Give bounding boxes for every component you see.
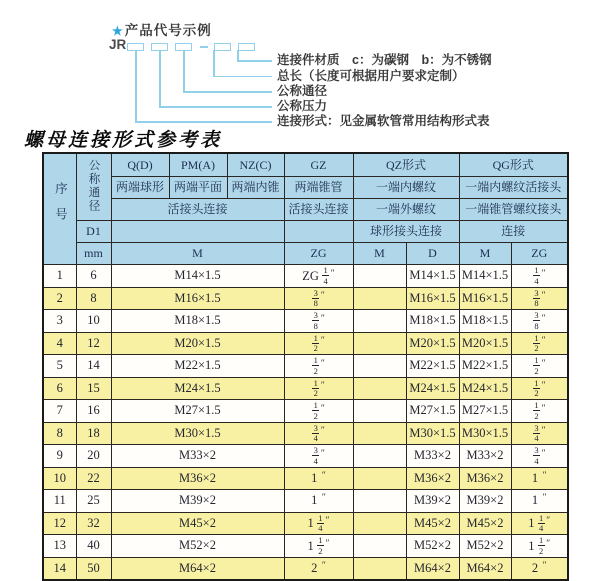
header-seq: 序号 — [43, 153, 76, 265]
cell-qz_m — [353, 332, 406, 355]
table-row — [43, 490, 568, 513]
cell-qg_m: M22×1.5 — [459, 355, 511, 378]
cell-zg: $\frac{3}{4}$ ″ — [284, 422, 353, 445]
cell-m: M16×1.5 — [111, 287, 284, 310]
cell-seq: 4 — [43, 332, 76, 355]
cell-qg_zg: $\frac{3}{8}$ ″ — [511, 310, 568, 333]
cell-m: M36×2 — [111, 467, 284, 490]
cell-qz_m — [353, 287, 406, 310]
cell-seq: 12 — [43, 512, 76, 535]
cell-qg_zg: $\frac{1}{4}$ ″ — [511, 265, 568, 288]
leader-vline — [237, 50, 239, 60]
table-row — [43, 332, 568, 355]
header-unit-qz-d: D — [406, 243, 459, 265]
leader-hline — [159, 106, 272, 108]
header-union-conn: 活接头连接 — [111, 199, 284, 221]
cell-qg_m: M16×1.5 — [459, 287, 511, 310]
cell-zg: $\frac{1}{2}$ ″ — [284, 355, 353, 378]
header-unit-m: M — [111, 243, 284, 265]
header-unit-qz-m: M — [353, 243, 406, 265]
cell-m: M24×1.5 — [111, 377, 284, 400]
leader-hline — [213, 76, 272, 78]
cell-qz_m — [353, 557, 406, 580]
cell-zg: $\frac{1}{2}$ ″ — [284, 332, 353, 355]
cell-qz_d: M45×2 — [406, 512, 459, 535]
cell-qg_m: M33×2 — [459, 445, 511, 468]
cell-qz_d: M18×1.5 — [406, 310, 459, 333]
cell-qz_d: M16×1.5 — [406, 287, 459, 310]
cell-qg_m: M27×1.5 — [459, 400, 511, 423]
code-dash — [200, 46, 208, 48]
header-qg-desc2: 一端锥管螺纹接头 — [459, 199, 568, 221]
table-row — [43, 467, 568, 490]
table-row — [43, 512, 568, 535]
cell-dn: 6 — [76, 265, 111, 288]
cell-dn: 25 — [76, 490, 111, 513]
cell-qz_d: M52×2 — [406, 535, 459, 558]
table-row — [43, 400, 568, 423]
cell-qz_d: M24×1.5 — [406, 377, 459, 400]
cell-zg: 1 ″ — [284, 490, 353, 513]
table-row — [43, 445, 568, 468]
cell-zg: $\frac{3}{8}$ ″ — [284, 287, 353, 310]
table-row — [43, 310, 568, 333]
table-row — [43, 355, 568, 378]
cell-qz_d: M30×1.5 — [406, 422, 459, 445]
header-qz-conn: 球形接头连接 — [353, 221, 459, 243]
cell-qg_zg: $\frac{1}{2}$ ″ — [511, 332, 568, 355]
cell-dn: 22 — [76, 467, 111, 490]
cell-qg_m: M30×1.5 — [459, 422, 511, 445]
cell-qz_m — [353, 377, 406, 400]
header-q: Q(D) — [111, 153, 169, 177]
cell-dn: 16 — [76, 400, 111, 423]
cell-qg_m: M18×1.5 — [459, 310, 511, 333]
header-pm: PM(A) — [169, 153, 227, 177]
table-body — [43, 265, 568, 581]
cell-seq: 6 — [43, 377, 76, 400]
cell-m: M27×1.5 — [111, 400, 284, 423]
header-gz-conn: 活接头连接 — [284, 199, 353, 221]
leader-hline — [237, 60, 272, 62]
cell-qz_m — [353, 265, 406, 288]
table-row — [43, 265, 568, 288]
table-row — [43, 535, 568, 558]
cell-seq: 2 — [43, 287, 76, 310]
header-blank-left — [111, 221, 284, 243]
leader-vline — [159, 50, 161, 106]
cell-qz_m — [353, 310, 406, 333]
header-unit-zg: ZG — [284, 243, 353, 265]
cell-zg: 1 $\frac{1}{4}$ ″ — [284, 512, 353, 535]
cell-zg: 1 ″ — [284, 467, 353, 490]
cell-qz_m — [353, 512, 406, 535]
diagram-heading — [112, 19, 212, 39]
header-unit-mm: mm — [76, 243, 111, 265]
code-box-4 — [214, 43, 231, 51]
header-gz-desc: 两端锥管 — [284, 177, 353, 199]
header-gz: GZ — [284, 153, 353, 177]
code-box-5 — [238, 43, 255, 51]
cell-qz_d: M22×1.5 — [406, 355, 459, 378]
cell-seq: 14 — [43, 557, 76, 580]
cell-dn: 10 — [76, 310, 111, 333]
header-unit-qg-m: M — [459, 243, 511, 265]
cell-qg_m: M14×1.5 — [459, 265, 511, 288]
table-row — [43, 287, 568, 310]
cell-zg: 2 ″ — [284, 557, 353, 580]
product-code-diagram — [0, 0, 600, 128]
cell-qz_d: M39×2 — [406, 490, 459, 513]
header-qg-conn: 连接 — [459, 221, 568, 243]
cell-qz_m — [353, 490, 406, 513]
cell-qg_zg: $\frac{3}{4}$ ″ — [511, 445, 568, 468]
diagram-label: 总长（长度可根据用户要求定制） — [277, 68, 465, 83]
cell-qz_d: M20×1.5 — [406, 332, 459, 355]
cell-dn: 8 — [76, 287, 111, 310]
leader-vline — [183, 50, 185, 91]
cell-qg_zg: 1 ″ — [511, 467, 568, 490]
code-prefix: JR — [109, 37, 127, 52]
cell-qg_m: M64×2 — [459, 557, 511, 580]
cell-seq: 8 — [43, 422, 76, 445]
cell-zg: $\frac{1}{2}$ ″ — [284, 377, 353, 400]
cell-qz_m — [353, 467, 406, 490]
cell-dn: 20 — [76, 445, 111, 468]
cell-qz_d: M36×2 — [406, 467, 459, 490]
cell-qg_zg: 2 ″ — [511, 557, 568, 580]
cell-qg_m: M52×2 — [459, 535, 511, 558]
diagram-label: 公称压力 — [277, 99, 328, 113]
cell-m: M30×1.5 — [111, 422, 284, 445]
cell-m: M64×2 — [111, 557, 284, 580]
cell-m: M20×1.5 — [111, 332, 284, 355]
cell-dn: 15 — [76, 377, 111, 400]
code-boxes — [127, 43, 262, 51]
cell-m: M45×2 — [111, 512, 284, 535]
leader-vline — [135, 50, 137, 121]
cell-qg_m: M36×2 — [459, 467, 511, 490]
cell-seq: 7 — [43, 400, 76, 423]
table-row — [43, 557, 568, 580]
header-q-desc: 两端球形 — [111, 177, 169, 199]
header-blank-gz — [284, 221, 353, 243]
table-row — [43, 377, 568, 400]
cell-m: M14×1.5 — [111, 265, 284, 288]
header-dn: 公称通径 — [76, 153, 111, 221]
cell-qg_zg: $\frac{1}{2}$ ″ — [511, 377, 568, 400]
table-row — [43, 422, 568, 445]
cell-seq: 1 — [43, 265, 76, 288]
table-title: 螺母连接形式参考表 — [24, 130, 223, 151]
cell-qg_m: M39×2 — [459, 490, 511, 513]
cell-m: M18×1.5 — [111, 310, 284, 333]
header-pm-desc: 两端平面 — [169, 177, 227, 199]
leader-hline — [183, 91, 272, 93]
cell-qz_d: M14×1.5 — [406, 265, 459, 288]
cell-qg_zg: 1 $\frac{1}{4}$ ″ — [511, 512, 568, 535]
cell-qg_zg: 1 ″ — [511, 490, 568, 513]
header-qz-desc2: 一端外螺纹 — [353, 199, 459, 221]
cell-qz_m — [353, 355, 406, 378]
header-nz: NZ(C) — [227, 153, 284, 177]
cell-qg_zg: $\frac{3}{4}$ ″ — [511, 422, 568, 445]
cell-qg_zg: $\frac{1}{2}$ ″ — [511, 355, 568, 378]
cell-qg_zg: $\frac{1}{2}$ ″ — [511, 400, 568, 423]
cell-dn: 18 — [76, 422, 111, 445]
table-header — [43, 153, 568, 265]
cell-qg_m: M20×1.5 — [459, 332, 511, 355]
cell-m: M39×2 — [111, 490, 284, 513]
cell-qg_m: M24×1.5 — [459, 377, 511, 400]
cell-seq: 3 — [43, 310, 76, 333]
diagram-label: 连接形式：见金属软管常用结构形式表 — [277, 114, 490, 128]
cell-seq: 13 — [43, 535, 76, 558]
header-qg-desc1: 一端内螺纹活接头 — [459, 177, 568, 199]
cell-qz_m — [353, 422, 406, 445]
cell-zg: 1 $\frac{1}{2}$ ″ — [284, 535, 353, 558]
cell-qz_m — [353, 445, 406, 468]
cell-qz_d: M33×2 — [406, 445, 459, 468]
cell-zg: ZG $\frac{1}{4}$ ″ — [284, 265, 353, 288]
cell-dn: 14 — [76, 355, 111, 378]
cell-seq: 11 — [43, 490, 76, 513]
cell-qg_zg: 1 $\frac{1}{2}$ ″ — [511, 535, 568, 558]
star-icon: ★ — [112, 24, 123, 38]
cell-m: M52×2 — [111, 535, 284, 558]
header-qg: QG形式 — [459, 153, 568, 177]
cell-qz_m — [353, 400, 406, 423]
cell-dn: 32 — [76, 512, 111, 535]
cell-dn: 50 — [76, 557, 111, 580]
diagram-label: 连接件材质 c：为碳钢 b：为不锈钢 — [277, 53, 492, 67]
cell-zg: $\frac{1}{2}$ ″ — [284, 400, 353, 423]
cell-qz_d: M27×1.5 — [406, 400, 459, 423]
cell-dn: 12 — [76, 332, 111, 355]
header-qz-desc1: 一端内螺纹 — [353, 177, 459, 199]
cell-seq: 10 — [43, 467, 76, 490]
cell-qz_d: M64×2 — [406, 557, 459, 580]
header-unit-qg-zg: ZG — [511, 243, 568, 265]
header-nz-desc: 两端内锥 — [227, 177, 284, 199]
cell-seq: 5 — [43, 355, 76, 378]
header-qz: QZ形式 — [353, 153, 459, 177]
header-d1: D1 — [76, 221, 111, 243]
cell-zg: $\frac{3}{4}$ ″ — [284, 445, 353, 468]
cell-qg_m: M45×2 — [459, 512, 511, 535]
leader-hline — [135, 121, 272, 123]
cell-zg: $\frac{3}{8}$ ″ — [284, 310, 353, 333]
cell-seq: 9 — [43, 445, 76, 468]
cell-qz_m — [353, 535, 406, 558]
cell-m: M22×1.5 — [111, 355, 284, 378]
cell-m: M33×2 — [111, 445, 284, 468]
cell-qg_zg: $\frac{3}{8}$ ″ — [511, 287, 568, 310]
cell-dn: 40 — [76, 535, 111, 558]
nut-connection-table — [42, 152, 569, 581]
diagram-heading-text: 产品代号示例 — [124, 23, 212, 38]
diagram-label: 公称通径 — [277, 84, 328, 98]
leader-vline — [213, 50, 215, 76]
